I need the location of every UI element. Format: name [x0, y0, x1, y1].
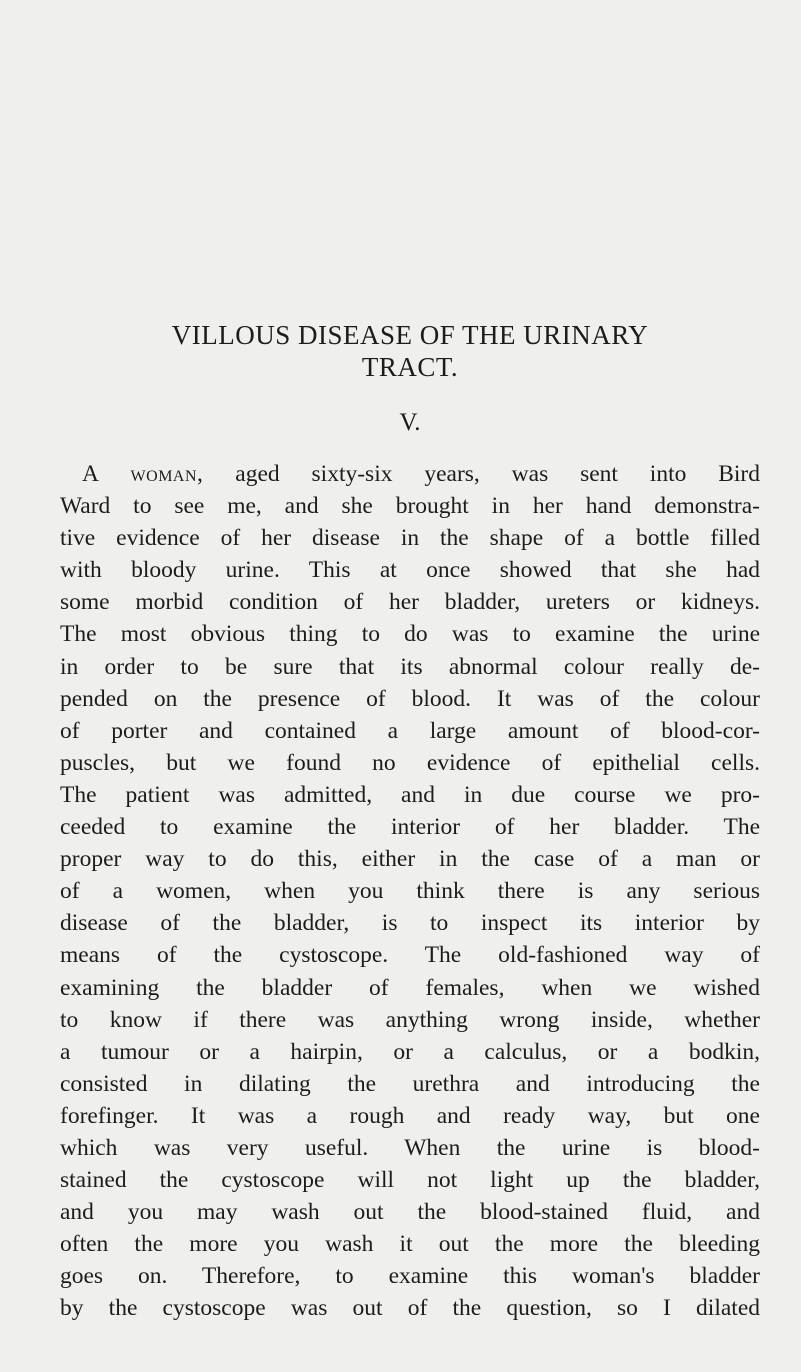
text-line: pended on the presence of blood. It was of the colour [60, 685, 760, 712]
text-line: proper way to do this, either in the case of a man or [60, 846, 760, 873]
text-line: forefinger. It was a rough and ready way, but one [60, 1102, 760, 1129]
text-line: tive evidence of her disease in the shape of a bottle filled [60, 525, 760, 552]
text-line: a tumour or a hairpin, or a calculus, or a bodkin, [60, 1038, 760, 1065]
section-number: V. [399, 409, 421, 436]
text-line: and you may wash out the blood-stained fluid, and [60, 1199, 760, 1226]
text-line: Ward to see me, and she brought in her hand demonstra- [60, 493, 760, 520]
text-line: to know if there was anything wrong inside, whether [60, 1006, 760, 1033]
text-line: which was very useful. When the urine is blood- [60, 1134, 760, 1161]
body-paragraph [60, 458, 760, 1325]
chapter-title-line-2: TRACT. [361, 352, 459, 382]
text-line: ceeded to examine the interior of her bladder. The [60, 814, 760, 841]
opening-word: A woman, [82, 461, 204, 487]
text-line-content: aged sixty-six years, was sent into Bird [235, 461, 761, 487]
text-line: The patient was admitted, and in due course we pro- [60, 781, 760, 808]
text-line: consisted in dilating the urethra and introducing the [60, 1070, 760, 1097]
text-line: disease of the bladder, is to inspect its interior by [60, 910, 760, 937]
text-line: often the more you wash it out the more the bleeding [60, 1231, 760, 1258]
text-line: stained the cystoscope will not light up the bladder, [60, 1167, 760, 1194]
text-line: by the cystoscope was out of the question, so I dilated [60, 1295, 760, 1322]
text-line: some morbid condition of her bladder, ureters or kidneys. [60, 589, 760, 616]
text-line: puscles, but we found no evidence of epithelial cells. [60, 749, 760, 776]
text-line: examining the bladder of females, when we wished [60, 974, 760, 1001]
text-line: goes on. Therefore, to examine this woman's bladder [60, 1263, 760, 1290]
text-line: with bloody urine. This at once showed that she had [60, 557, 760, 584]
text-line: of porter and contained a large amount of blood-cor- [60, 717, 760, 744]
text-line: means of the cystoscope. The old-fashioned way of [60, 942, 760, 969]
text-line: The most obvious thing to do was to examine the urine [60, 621, 760, 648]
text-line: of a women, when you think there is any serious [60, 878, 760, 905]
chapter-title-line-1: VILLOUS DISEASE OF THE URINARY [171, 320, 649, 350]
text-line [60, 458, 760, 490]
text-line: in order to be sure that its abnormal colour really de- [60, 653, 760, 680]
